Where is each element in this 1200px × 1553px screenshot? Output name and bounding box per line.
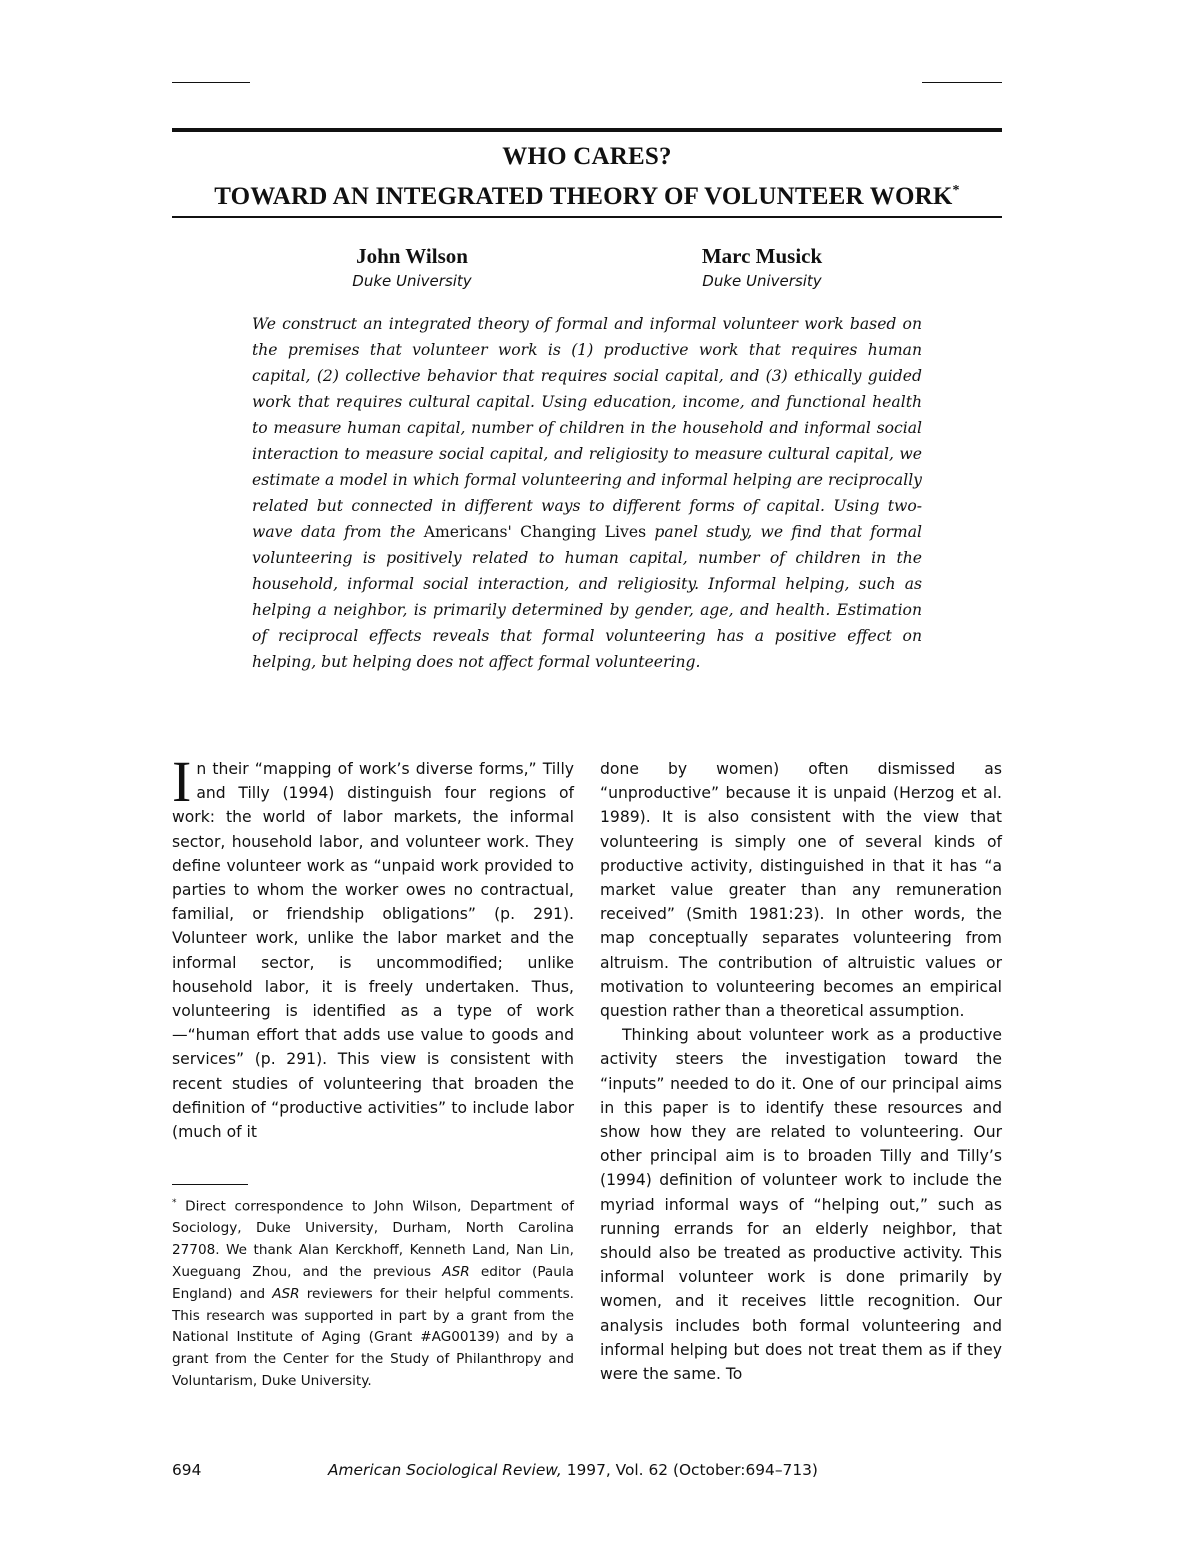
- footnote-mark: *: [172, 1198, 177, 1208]
- left-column-text: n their “mapping of work’s diverse forms,” Tilly and Tilly (1994) distinguish four regions of work: the world of labor markets, the informal sector, household labor, and volunteer work. They define volunteer work as “unpaid work provided to parties to whom the worker owes no contractual, familial, or friendship obligations” (p. 291). Volunteer work, unlike the labor market and the informal sector, is uncommodified; unlike household labor, it is freely undertaken. Thus, volunteering is identified as a type of work—“human effort that adds use value to goods and services” (p. 291). This view is consistent with recent studies of volunteering that broaden the definition of “productive activities” to include labor (much of it: [172, 760, 574, 1142]
- body-column-left: [172, 749, 574, 1144]
- author-2: [612, 243, 912, 293]
- author-affiliation: Duke University: [702, 272, 822, 290]
- title-block: [172, 140, 1002, 214]
- journal-citation: [328, 1458, 818, 1482]
- title-line-2: [172, 174, 1002, 214]
- author-1: [262, 243, 562, 293]
- title-top-rule: [172, 128, 1002, 132]
- author-name: John Wilson: [356, 244, 468, 268]
- footnote: [172, 1193, 574, 1393]
- top-right-rule: [922, 82, 1002, 83]
- body-paragraph: [172, 749, 574, 1144]
- body-paragraph: done by women) often dismissed as “unproductive” because it is unpaid (Herzog et al. 1989). It is also consistent with the view that volunteering is simply one of several kinds of productive activity, distinguished in that it has “a market value greater than any remuneration received” (Smith 1981:23). In other words, the map conceptually separates volunteering from altruism. The contribution of altruistic values or motivation to volunteering becomes an empirical question rather than a theoretical assumption.: [600, 760, 1002, 1021]
- abstract-study-name: Americans' Changing Lives: [423, 523, 647, 541]
- title-bottom-rule: [172, 216, 1002, 218]
- footnote-journal-abbr: ASR: [272, 1285, 300, 1302]
- body-paragraph: Thinking about volunteer work as a productive activity steers the investigation toward the “inputs” needed to do it. One of our principal aims in this paper is to identify these resources and show how they are related to volunteering. Our other principal aim is to broaden Tilly and Tilly’s (1994) definition of volunteer work to include the myriad informal ways of “helping out,” such as running errands for an elderly neighbor, that should also be treated as productive activity. This informal volunteer work is done primarily by women, and it receives little recognition. Our analysis includes both formal volunteering and informal helping but does not treat them as if they were the same. To: [600, 1026, 1002, 1384]
- title-text: TOWARD AN INTEGRATED THEORY OF VOLUNTEER WORK: [214, 183, 953, 210]
- author-name: Marc Musick: [701, 244, 823, 268]
- footnote-rule: [172, 1184, 248, 1185]
- journal-name: American Sociological Review,: [328, 1461, 562, 1479]
- abstract: [252, 311, 922, 675]
- body-column-right: [600, 757, 1002, 1386]
- footnote-text-c: reviewers for their helpful comments. This research was supported in part by a grant from the National Institute of Aging (Grant #AG00139) and by a grant from the Center for the Study of Philanthropy and Voluntarism, Duke University.: [172, 1285, 574, 1389]
- footnote-text-a: Direct correspondence to John Wilson, Department of Sociology, Duke University, Durham, North Carolina 27708. We thank Alan Kerckhoff, Kenneth Land, Nan Lin, Xueguang Zhou, and the previous: [172, 1198, 575, 1280]
- title-line-1: WHO CARES?: [502, 143, 672, 170]
- drop-cap: I: [172, 749, 192, 814]
- author-affiliation: Duke University: [352, 272, 472, 290]
- footnote-text-b: editor (Paula England) and: [172, 1263, 574, 1302]
- abstract-text-a: We construct an integrated theory of formal and informal volunteer work based on the premises that volunteer work is (1) productive work that requires human capital, (2) collective behavior that requires social capital, and (3) ethically guided work that requires cultural capital. Using education, income, and functional health to measure human capital, number of children in the household and informal social interaction to measure social capital, and religiosity to measure cultural capital, we estimate a model in which formal volunteering and informal helping are reciprocally related but connected in different ways to different forms of capital. Using two-wave data from the: [252, 315, 922, 541]
- citation-details: 1997, Vol. 62 (October:694–713): [566, 1461, 818, 1479]
- page-number: 694: [172, 1461, 202, 1479]
- abstract-text-b: panel study, we find that formal volunteering is positively related to human capital, number of children in the household, informal social interaction, and religiosity. Informal helping, such as helping a neighbor, is primarily determined by gender, age, and health. Estimation of reciprocal effects reveals that formal volunteering has a positive effect on helping, but helping does not affect formal volunteering.: [252, 523, 922, 671]
- title-footnote-mark: *: [952, 183, 960, 198]
- top-left-rule: [172, 82, 250, 83]
- footnote-journal-abbr: ASR: [442, 1263, 470, 1280]
